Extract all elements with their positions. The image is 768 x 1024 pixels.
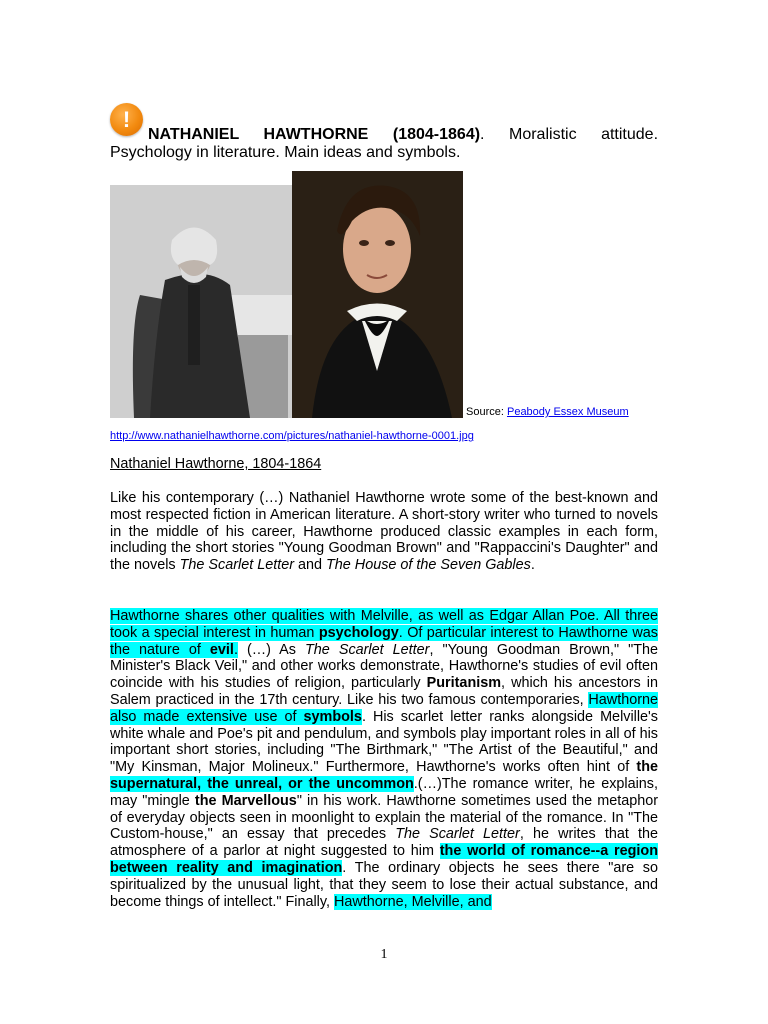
bold-text: the [636, 759, 658, 776]
text: " in his work. Hawthorne sometimes used the metaphor of everyday objects seen in moonlight to explain the material of the romance. In "The Custom-house," an essay that precedes [110, 792, 658, 843]
title-bold: NATHANIEL HAWTHORNE (1804-1864) [148, 126, 481, 143]
text: and [294, 557, 327, 574]
hawthorne-young-portrait [292, 171, 463, 418]
highlight: Hawthorne also made extensive use of [110, 691, 658, 725]
italic-title: The Scarlet Letter [395, 826, 520, 843]
text: .(…)The romance writer, he explains, may "mingle [110, 775, 659, 809]
text: , he writes that the atmosphere of a parlor at night suggested to him [110, 826, 659, 860]
highlight: Hawthorne shares other qualities with Melville, as well as Edgar Allan Poe. All three took a special interest in human [110, 608, 658, 641]
title-rest: . Moralistic attitude. Psychology in literature. Main ideas and symbols. [110, 126, 659, 161]
caption: Nathaniel Hawthorne, 1804-1864 [110, 456, 322, 472]
text: . The ordinary objects he sees there "are so spiritualized by the unusual light, that they seem to lose their actual substance, and become things of intellect." Finally, [110, 859, 658, 910]
italic-title: The Scarlet Letter [305, 641, 430, 658]
highlight: . Of particular interest to Hawthorne was the nature of [110, 624, 658, 658]
portrait-photos [110, 171, 463, 418]
highlight-bold: evil [209, 641, 234, 658]
italic-title: The House of the Seven Gables [326, 557, 531, 574]
highlight: Hawthorne, Melville, and [334, 893, 492, 910]
source-link[interactable]: Peabody Essex Museum [506, 406, 629, 418]
text: . His scarlet letter ranks alongside Melville's white whale and Poe's pit and pendulum, and symbols play important roles in all of his important short stories, including "The Birthmark," "The Artist of the Beautiful," and "My Kinsman, Major Molineux." Furthermore, Hawthorne's works often hint of [110, 708, 658, 776]
highlight-bold: psychology [318, 624, 399, 641]
photo-url [110, 430, 474, 442]
highlight-bold: the world of romance--a region between reality and imagination [110, 843, 658, 876]
bold-text: the Marvellous [194, 792, 297, 809]
highlight-bold: symbols [303, 708, 362, 725]
text: , "Young Goodman Brown," "The Minister's Black Veil," and other works demonstrate, Hawthorne's studies of evil often coincide with his studies of religion, particularly [110, 641, 658, 692]
page-number: 1 [380, 947, 388, 962]
source-label: Source: [466, 406, 504, 418]
paragraph-intro [110, 490, 658, 574]
page-title [110, 126, 658, 162]
paragraph-themes [110, 608, 658, 910]
exclamation-warning-icon: ! [110, 103, 143, 136]
bold-text: Puritanism [426, 675, 502, 692]
text: Like his contemporary (…) Nathaniel Hawthorne wrote some of the best-known and most respected fiction in American literature. A short-story writer who turned to novels in the middle of his career, Hawthorne produced classic examples in each form, including the short stories "Young Goodman Brown" and "Rappaccini's Daughter" and the novels [110, 490, 658, 574]
italic-title: The Scarlet Letter [179, 557, 294, 574]
highlight: . [233, 641, 238, 658]
text: , which his ancestors in Salem practiced in the 17th century. Like his two famous contemporaries, [110, 675, 658, 708]
highlight-bold: supernatural, the unreal, or the uncommon [110, 775, 414, 792]
photo-source [466, 406, 629, 418]
text: (…) As [237, 641, 306, 658]
text: . [530, 557, 535, 574]
hawthorne-older-photo [110, 185, 292, 418]
photo-url-link[interactable]: http://www.nathanielhawthorne.com/pictures/nathaniel-hawthorne-0001.jpg [110, 430, 474, 442]
